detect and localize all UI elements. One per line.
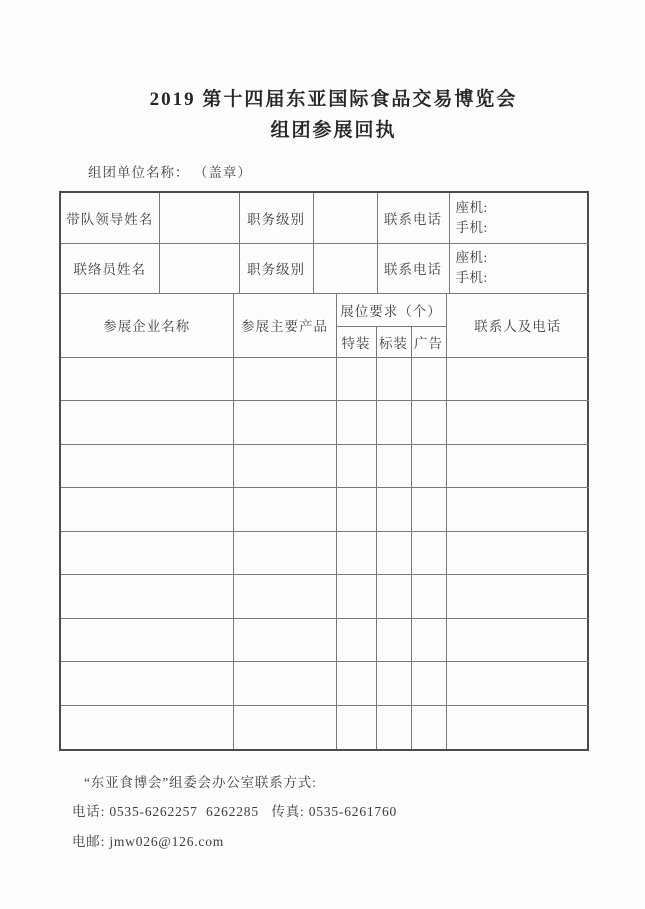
exhibitor-empty-row xyxy=(61,488,589,532)
booth-ad-header: 广告 xyxy=(411,326,446,357)
leader-row xyxy=(61,193,589,243)
empty-cell xyxy=(61,662,233,706)
empty-cell xyxy=(233,357,336,401)
empty-cell xyxy=(336,705,376,749)
exhibitor-empty-row xyxy=(61,357,589,401)
exhibitor-empty-row xyxy=(61,575,589,619)
leader-contact-table xyxy=(61,193,589,294)
empty-cell xyxy=(376,531,411,575)
empty-cell xyxy=(61,444,233,488)
empty-cell xyxy=(233,705,336,749)
empty-cell xyxy=(61,575,233,619)
empty-cell xyxy=(336,488,376,532)
empty-cell xyxy=(446,488,589,532)
empty-cell xyxy=(336,357,376,401)
empty-cell xyxy=(411,444,446,488)
empty-cell xyxy=(376,357,411,401)
exhibitor-empty-row xyxy=(61,444,589,488)
exhibitor-empty-row xyxy=(61,662,589,706)
leader-phone-label: 联系电话 xyxy=(377,193,449,243)
empty-cell xyxy=(233,488,336,532)
empty-cell xyxy=(233,618,336,662)
empty-cell xyxy=(336,444,376,488)
empty-cell xyxy=(411,575,446,619)
empty-cell xyxy=(446,618,589,662)
empty-cell xyxy=(376,401,411,445)
empty-cell xyxy=(336,618,376,662)
exhibitor-empty-row xyxy=(61,618,589,662)
empty-cell xyxy=(446,575,589,619)
empty-cell xyxy=(411,618,446,662)
liaison-name-label: 联络员姓名 xyxy=(61,243,159,293)
empty-cell xyxy=(336,401,376,445)
empty-cell xyxy=(336,531,376,575)
empty-cell xyxy=(233,444,336,488)
empty-cell xyxy=(411,488,446,532)
company-name-header: 参展企业名称 xyxy=(61,293,233,357)
empty-cell xyxy=(446,531,589,575)
form-table xyxy=(59,191,589,751)
booth-requirement-header: 展位要求（个） xyxy=(336,293,446,326)
empty-cell xyxy=(376,444,411,488)
exhibitor-empty-row xyxy=(61,401,589,445)
liaison-phone-label: 联系电话 xyxy=(377,243,449,293)
liaison-rank-value-cell xyxy=(313,243,377,293)
liaison-rank-label: 职务级别 xyxy=(239,243,313,293)
empty-cell xyxy=(233,575,336,619)
empty-cell xyxy=(446,401,589,445)
booth-standard-header: 标装 xyxy=(376,326,411,357)
empty-cell xyxy=(61,531,233,575)
empty-cell xyxy=(61,357,233,401)
exhibitor-table xyxy=(61,293,589,749)
empty-cell xyxy=(446,444,589,488)
empty-cell xyxy=(411,357,446,401)
empty-cell xyxy=(376,575,411,619)
exhibitor-empty-row xyxy=(61,705,589,749)
doc-title-line2: 组团参展回执 xyxy=(270,120,397,141)
empty-cell xyxy=(336,575,376,619)
footer-phone-line: 电话: 0535-6262257 6262285 传真: 0535-6261760 xyxy=(72,804,398,819)
empty-cell xyxy=(376,618,411,662)
liaison-mobile-label: 手机: xyxy=(455,270,488,285)
leader-rank-value-cell xyxy=(313,193,377,243)
liaison-phone-value-cell xyxy=(449,243,589,293)
leader-rank-label: 职务级别 xyxy=(239,193,313,243)
footer-email-line: 电邮: jmw026@126.com xyxy=(72,834,225,849)
empty-cell xyxy=(61,401,233,445)
leader-phone-value-cell xyxy=(449,193,589,243)
empty-cell xyxy=(446,662,589,706)
liaison-row xyxy=(61,243,589,293)
empty-cell xyxy=(376,488,411,532)
exhibitor-header-row-1 xyxy=(61,293,589,326)
liaison-landline-label: 座机: xyxy=(455,250,488,265)
contact-header: 联系人及电话 xyxy=(446,293,589,357)
empty-cell xyxy=(233,662,336,706)
liaison-name-value-cell xyxy=(159,243,239,293)
empty-cell xyxy=(61,488,233,532)
empty-cell xyxy=(411,401,446,445)
footer-office-line: “东亚食博会”组委会办公室联系方式: xyxy=(84,775,317,790)
leader-landline-label: 座机: xyxy=(455,199,488,215)
unit-name-label: 组团单位名称： （盖章） xyxy=(88,165,252,180)
leader-name-label: 带队领导姓名 xyxy=(61,193,159,243)
doc-title xyxy=(11,84,645,146)
leader-name-value-cell xyxy=(159,193,239,243)
booth-special-header: 特装 xyxy=(336,326,376,357)
exhibitor-empty-row xyxy=(61,531,589,575)
empty-cell xyxy=(233,531,336,575)
exhibit-table-body xyxy=(61,357,589,749)
empty-cell xyxy=(446,357,589,401)
empty-cell xyxy=(61,618,233,662)
empty-cell xyxy=(411,662,446,706)
leader-mobile-label: 手机: xyxy=(455,219,488,235)
empty-cell xyxy=(376,662,411,706)
empty-cell xyxy=(376,705,411,749)
empty-cell xyxy=(336,662,376,706)
empty-cell xyxy=(411,705,446,749)
empty-cell xyxy=(61,705,233,749)
empty-cell xyxy=(411,531,446,575)
empty-cell xyxy=(233,401,336,445)
empty-cell xyxy=(446,705,589,749)
doc-title-line1: 2019 第十四届东亚国际食品交易博览会 xyxy=(149,89,518,110)
main-products-header: 参展主要产品 xyxy=(233,293,336,357)
